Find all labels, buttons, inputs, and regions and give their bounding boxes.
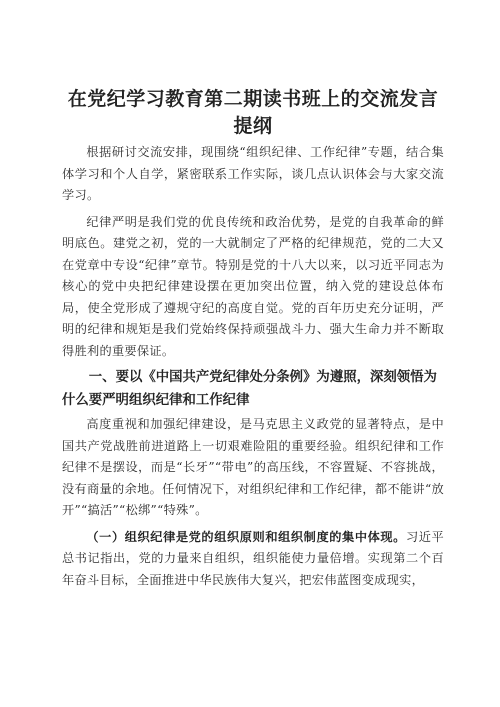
section-1-heading: 一、要以《中国共产党纪律处分条例》为遵照，深刻领悟为什么要严明组织纪律和工作纪律 — [62, 370, 437, 408]
document-page — [62, 86, 444, 591]
section-1-paragraph: 高度重视和加强纪律建设，是马克思主义政党的显著特点，是中国共产党战胜前进道路上一切艰难险阻的重要经验。组织纪律和工作纪律不是摆设，而是“长牙”“带电”的高压线，不容置疑、不容挑战，没有商量的余地。任何情况下，对组织纪律和工作纪律，都不能讲“放开”“搞活”“松绑”“特殊”。 — [62, 417, 444, 517]
document-title: 在党纪学习教育第二期读书班上的交流发言提纲 — [67, 88, 439, 137]
intro-paragraph: 根据研讨交流安排，现围绕“组织纪律、工作纪律”专题，结合集体学习和个人自学，紧密联系工作实际，谈几点认识体会与大家交流学习。 — [62, 145, 444, 202]
discipline-paragraph: 纪律严明是我们党的优良传统和政治优势，是党的自我革命的鲜明底色。建党之初，党的一大就制定了严格的纪律规范，党的二大又在党章中专设“纪律”章节。特别是党的十八大以来，以习近平同志为核心的党中央把纪律建设摆在更加突出位置，纳入党的建设总体布局，使全党形成了遵规守纪的高度自觉。党的百年历史充分证明，严明的纪律和规矩是我们党始终保持顽强战斗力、强大生命力并不断取得胜利的重要保证。 — [62, 214, 444, 358]
subsection-1-text: 习近平总书记指出，党的力量来自组织，组织能使力量倍增。实现第二个百年奋斗目标，全面推进中华民族伟大复兴，把宏伟蓝图变成现实， — [62, 529, 445, 587]
subsection-1-paragraph — [62, 527, 444, 592]
subsection-1-lead: （一）组织纪律是党的组织原则和组织制度的集中体现。 — [86, 529, 406, 544]
